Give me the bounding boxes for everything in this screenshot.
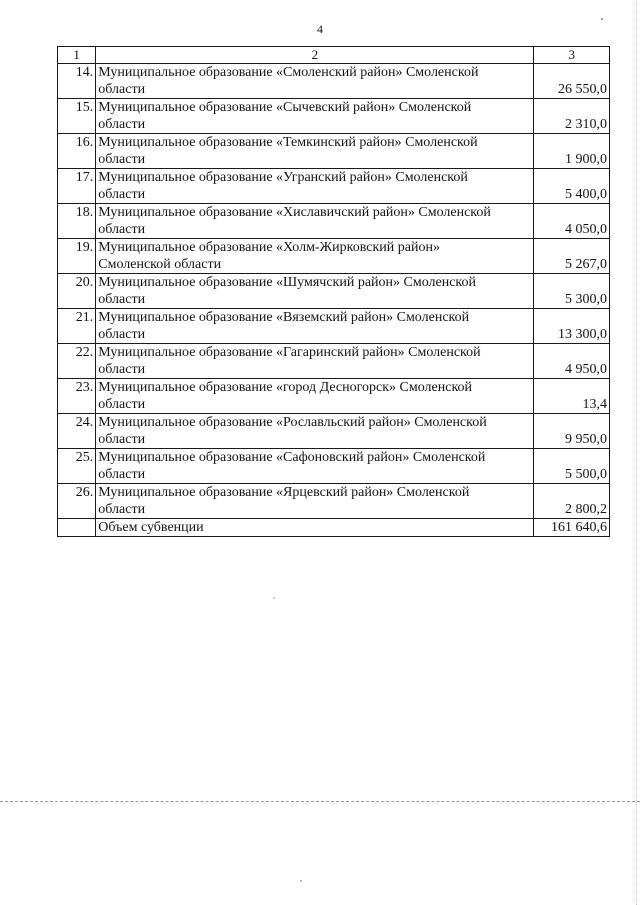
table-row xyxy=(58,379,610,414)
table-row xyxy=(58,309,610,344)
subvention-amount: 5 267,0 xyxy=(534,239,610,274)
municipality-name xyxy=(96,379,534,414)
subvention-amount: 2 800,2 xyxy=(534,484,610,519)
row-number: 18. xyxy=(58,204,96,239)
subvention-amount: 26 550,0 xyxy=(534,64,610,99)
row-number: 26. xyxy=(58,484,96,519)
row-number: 14. xyxy=(58,64,96,99)
municipality-name xyxy=(96,169,534,204)
name-line-2: Смоленской области xyxy=(98,257,222,272)
name-line-2: области xyxy=(98,82,146,97)
page-number: 4 xyxy=(317,22,323,36)
scan-speck xyxy=(273,597,275,599)
row-number: 22. xyxy=(58,344,96,379)
scan-speck xyxy=(601,18,603,20)
municipality-name xyxy=(96,239,534,274)
table-total-row xyxy=(58,519,610,537)
municipality-name xyxy=(96,484,534,519)
table-row xyxy=(58,64,610,99)
total-empty-cell xyxy=(58,519,96,537)
table-row xyxy=(58,274,610,309)
subvention-amount: 9 950,0 xyxy=(534,414,610,449)
header-col-1: 1 xyxy=(58,47,96,64)
name-line-1: Муниципальное образование «Вяземский район» Смоленской xyxy=(98,310,470,325)
name-line-1: Муниципальное образование «Гагаринский район» Смоленской xyxy=(98,345,481,360)
municipality-name xyxy=(96,449,534,484)
row-number: 23. xyxy=(58,379,96,414)
municipality-name xyxy=(96,134,534,169)
name-line-1: Муниципальное образование «Хиславичский район» Смоленской xyxy=(98,205,491,220)
table-row xyxy=(58,414,610,449)
name-line-2: области xyxy=(98,397,146,412)
table-row xyxy=(58,204,610,239)
table-header-row xyxy=(58,47,610,64)
table-row xyxy=(58,239,610,274)
subvention-amount: 2 310,0 xyxy=(534,99,610,134)
table-row xyxy=(58,169,610,204)
header-col-2: 2 xyxy=(96,47,534,64)
municipality-name xyxy=(96,64,534,99)
name-line-1: Муниципальное образование «Сафоновский район» Смоленской xyxy=(98,450,486,465)
name-line-1: Муниципальное образование «Рославльский район» Смоленской xyxy=(98,415,487,430)
name-line-2: области xyxy=(98,362,146,377)
subvention-amount: 13 300,0 xyxy=(534,309,610,344)
municipality-name xyxy=(96,204,534,239)
row-number: 21. xyxy=(58,309,96,344)
table-row xyxy=(58,99,610,134)
total-amount: 161 640,6 xyxy=(534,519,610,537)
scan-speck xyxy=(300,880,302,882)
table-row xyxy=(58,344,610,379)
subvention-amount: 13,4 xyxy=(534,379,610,414)
header-col-3: 3 xyxy=(534,47,610,64)
scan-cut-line xyxy=(0,801,640,802)
municipality-name xyxy=(96,309,534,344)
table-row xyxy=(58,484,610,519)
subvention-amount: 1 900,0 xyxy=(534,134,610,169)
row-number: 19. xyxy=(58,239,96,274)
subvention-amount: 5 500,0 xyxy=(534,449,610,484)
municipality-name xyxy=(96,99,534,134)
name-line-1: Муниципальное образование «Шумячский район» Смоленской xyxy=(98,275,477,290)
municipality-name xyxy=(96,274,534,309)
table-row xyxy=(58,134,610,169)
name-line-2: области xyxy=(98,502,146,517)
name-line-1: Муниципальное образование «Угранский район» Смоленской xyxy=(98,170,468,185)
name-line-1: Муниципальное образование «Сычевский район» Смоленской xyxy=(98,100,472,115)
name-line-1: Муниципальное образование «Темкинский район» Смоленской xyxy=(98,135,478,150)
name-line-2: области xyxy=(98,187,146,202)
table-body xyxy=(58,64,610,537)
name-line-2: области xyxy=(98,432,146,447)
row-number: 16. xyxy=(58,134,96,169)
name-line-2: области xyxy=(98,222,146,237)
row-number: 25. xyxy=(58,449,96,484)
row-number: 17. xyxy=(58,169,96,204)
subvention-amount: 4 950,0 xyxy=(534,344,610,379)
name-line-1: Муниципальное образование «Смоленский район» Смоленской xyxy=(98,65,479,80)
subvention-table xyxy=(57,46,610,537)
subvention-amount: 4 050,0 xyxy=(534,204,610,239)
subvention-amount: 5 300,0 xyxy=(534,274,610,309)
name-line-2: области xyxy=(98,292,146,307)
name-line-1: Муниципальное образование «Холм-Жирковский район» xyxy=(98,240,440,255)
name-line-2: области xyxy=(98,117,146,132)
municipality-name xyxy=(96,414,534,449)
row-number: 15. xyxy=(58,99,96,134)
row-number: 20. xyxy=(58,274,96,309)
name-line-1: Муниципальное образование «Ярцевский район» Смоленской xyxy=(98,485,470,500)
table-row xyxy=(58,449,610,484)
name-line-2: области xyxy=(98,327,146,342)
name-line-1: Муниципальное образование «город Десногорск» Смоленской xyxy=(98,380,473,395)
municipality-name xyxy=(96,344,534,379)
subvention-amount: 5 400,0 xyxy=(534,169,610,204)
total-label: Объем субвенции xyxy=(96,519,534,537)
row-number: 24. xyxy=(58,414,96,449)
name-line-2: области xyxy=(98,467,146,482)
name-line-2: области xyxy=(98,152,146,167)
scan-right-edge xyxy=(636,0,637,905)
